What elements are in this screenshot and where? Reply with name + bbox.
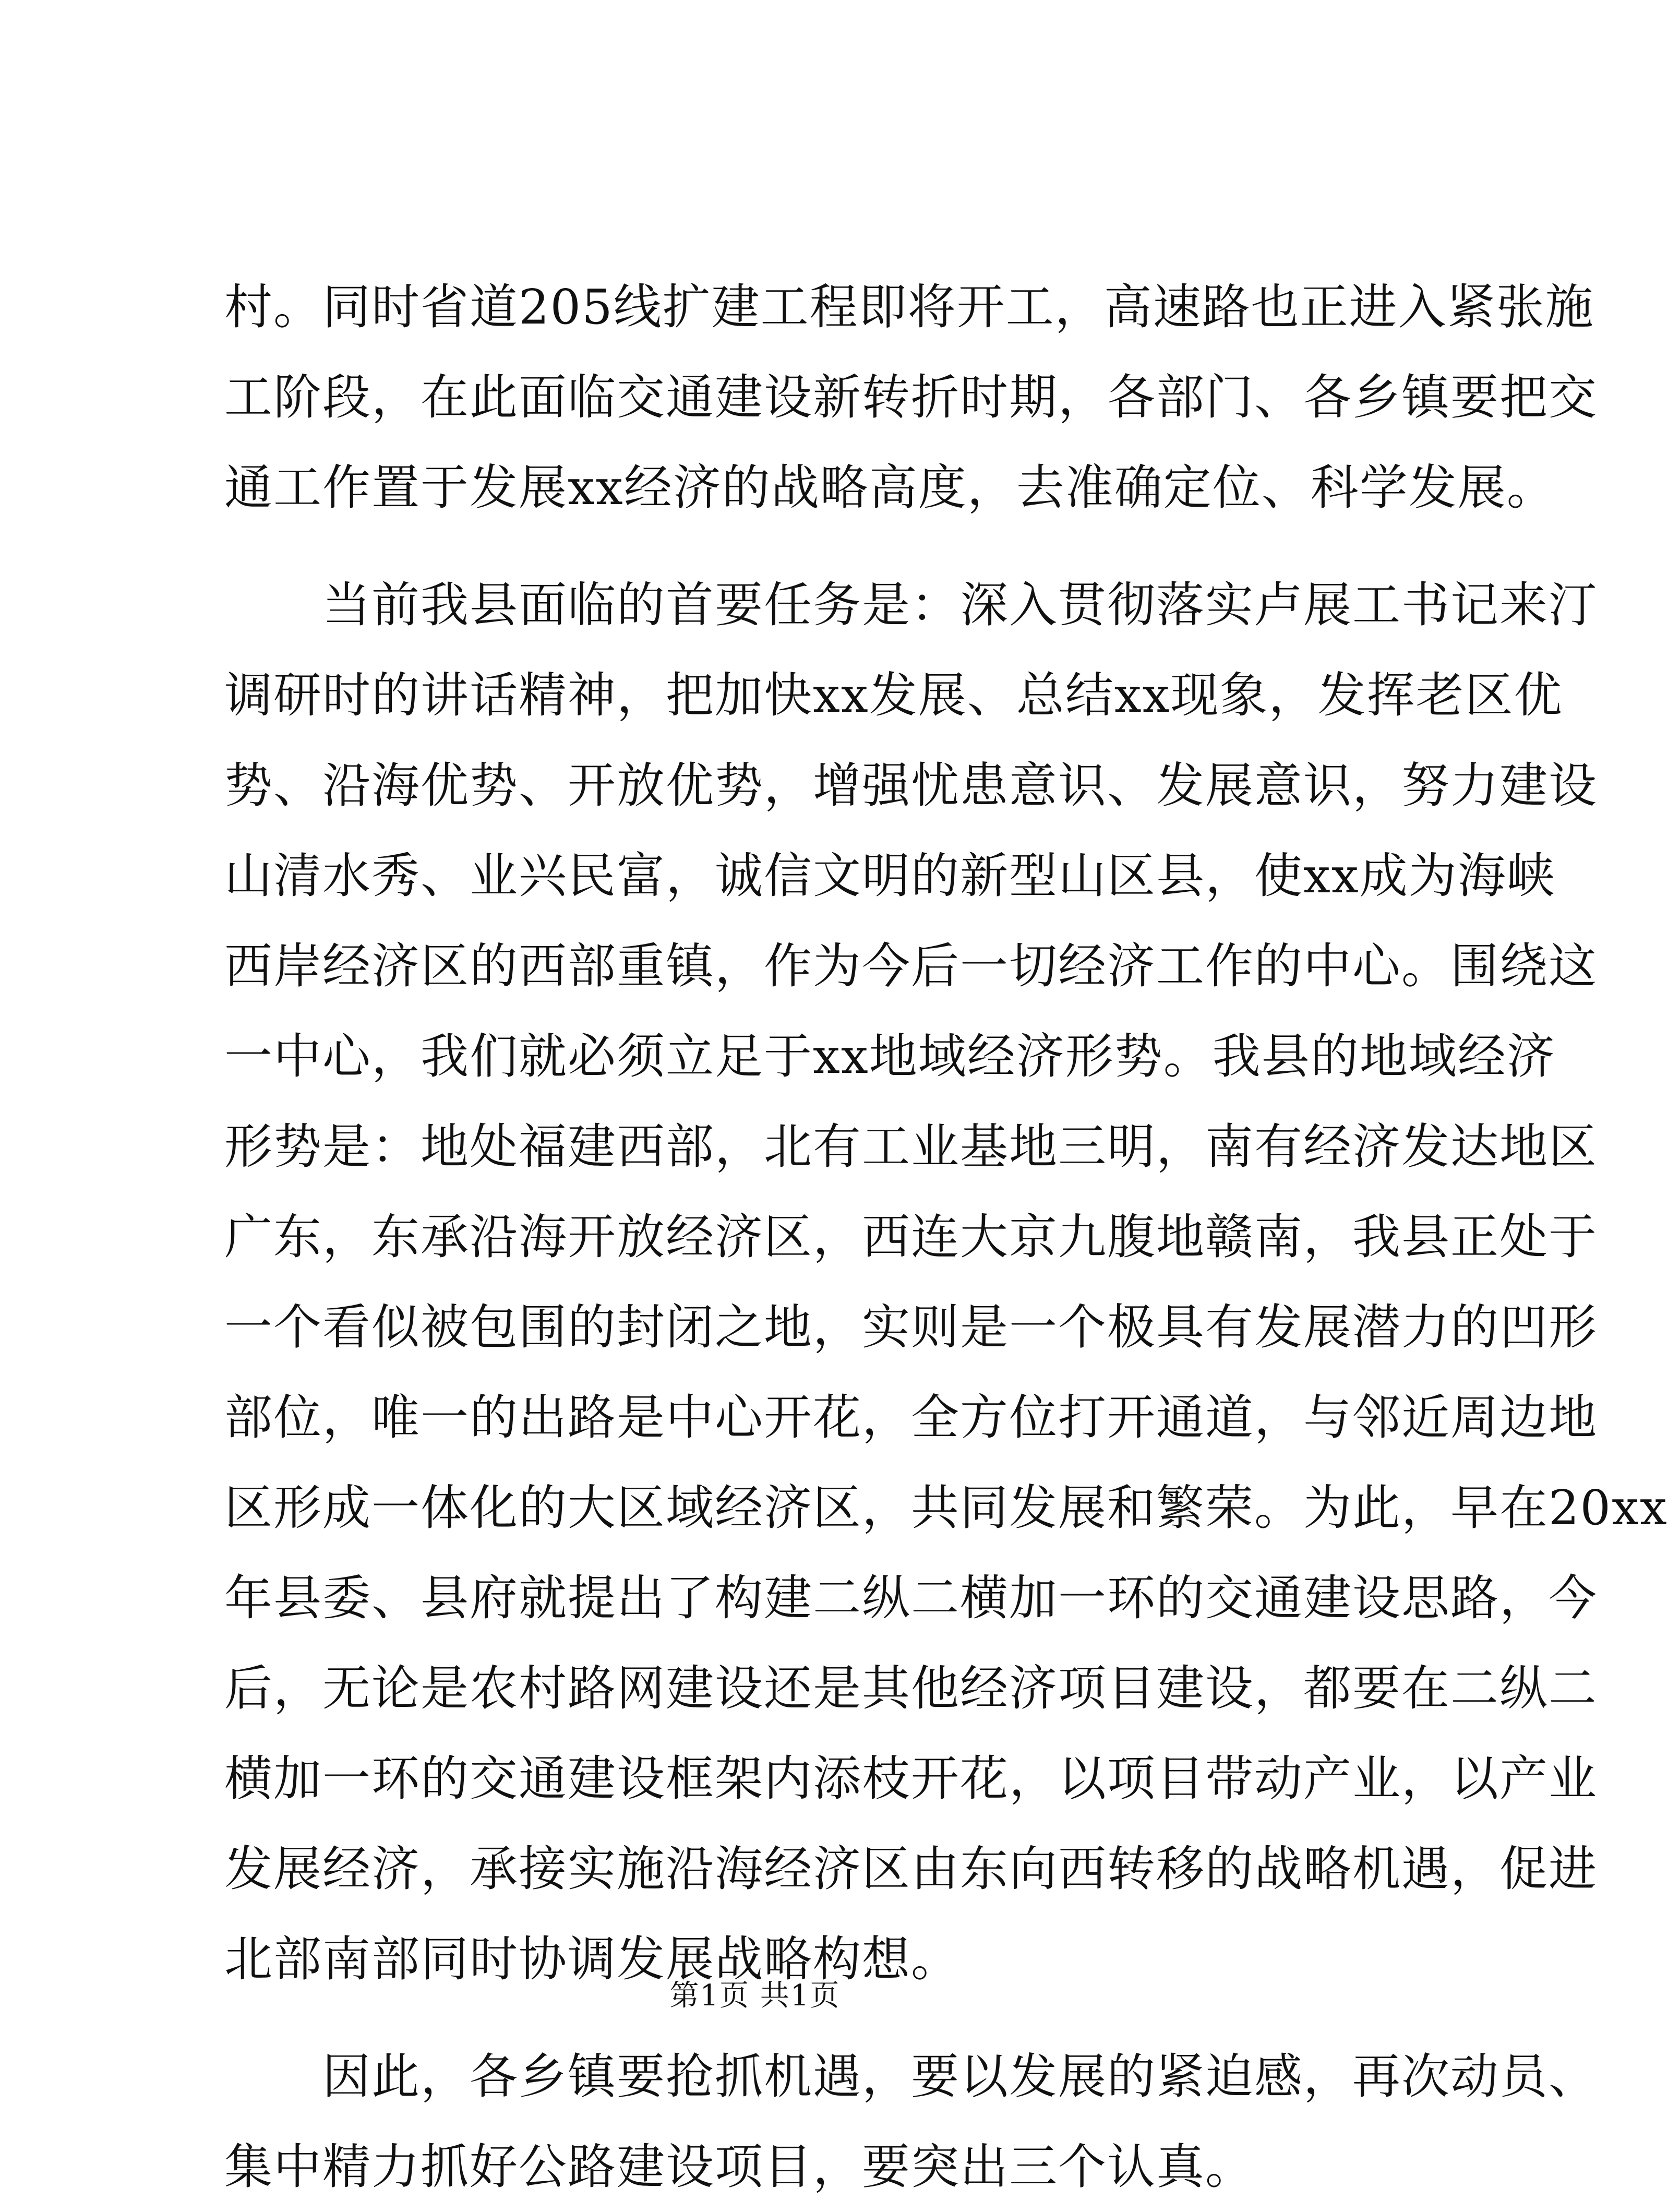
paragraph-1 <box>224 262 1598 533</box>
text-line: 一中心，我们就必须立足于xx地域经济形势。我县的地域经济 <box>224 1029 1556 1084</box>
paragraph-spacer <box>224 533 1320 560</box>
text-line: 山清水秀、业兴民富，诚信文明的新型山区县，使xx成为海峡 <box>224 848 1556 904</box>
text-line: 通工作置于发展xx经济的战略高度，去准确定位、科学发展。 <box>224 460 1556 516</box>
text-line: 西岸经济区的西部重镇，作为今后一切经济工作的中心。围绕这 <box>224 938 1598 994</box>
text-line: 村。同时省道205线扩建工程即将开工，高速路也正进入紧张施 <box>224 279 1594 335</box>
text-line: 一个看似被包围的封闭之地，实则是一个极具有发展潜力的凹形 <box>224 1299 1598 1355</box>
text-line: 集中精力抓好公路建设项目，要突出三个认真。 <box>224 2139 1255 2195</box>
text-line: 北部南部同时协调发展战略构想。 <box>224 1931 961 1987</box>
text-line: 发展经济，承接实施沿海经济区由东向西转移的战略机遇，促进 <box>224 1841 1598 1897</box>
text-line: 因此，各乡镇要抢抓机遇，要以发展的紧迫感，再次动员、 <box>224 2049 1598 2105</box>
text-line: 年县委、县府就提出了构建二纵二横加一环的交通建设思路，今 <box>224 1570 1598 1626</box>
text-line: 广东，东承沿海开放经济区，西连大京九腹地赣南，我县正处于 <box>224 1209 1598 1265</box>
text-line: 部位，唯一的出路是中心开花，全方位打开通道，与邻近周边地 <box>224 1390 1598 1445</box>
text-line: 横加一环的交通建设框架内添枝开花，以项目带动产业，以产业 <box>224 1751 1598 1807</box>
text-line: 当前我县面临的首要任务是：深入贯彻落实卢展工书记来汀 <box>224 577 1598 633</box>
paragraph-2 <box>224 560 1668 2004</box>
text-line: 形势是：地处福建西部，北有工业基地三明，南有经济发达地区 <box>224 1119 1598 1175</box>
paragraph-3 <box>224 2031 1598 2212</box>
text-line: 势、沿海优势、开放优势，增强忧患意识、发展意识，努力建设 <box>224 758 1598 814</box>
text-line: 调研时的讲话精神，把加快xx发展、总结xx现象，发挥老区优 <box>224 667 1563 723</box>
page-number-label: 第1页 共1页 <box>669 1979 841 2013</box>
text-line: 后，无论是农村路网建设还是其他经济项目建设，都要在二纵二 <box>224 1660 1598 1716</box>
document-body <box>224 262 1668 2212</box>
text-line: 工阶段，在此面临交通建设新转折时期，各部门、各乡镇要把交 <box>224 369 1598 425</box>
page-footer <box>0 1972 1510 2014</box>
text-line: 区形成一体化的大区域经济区，共同发展和繁荣。为此，早在20xx <box>224 1480 1668 1536</box>
